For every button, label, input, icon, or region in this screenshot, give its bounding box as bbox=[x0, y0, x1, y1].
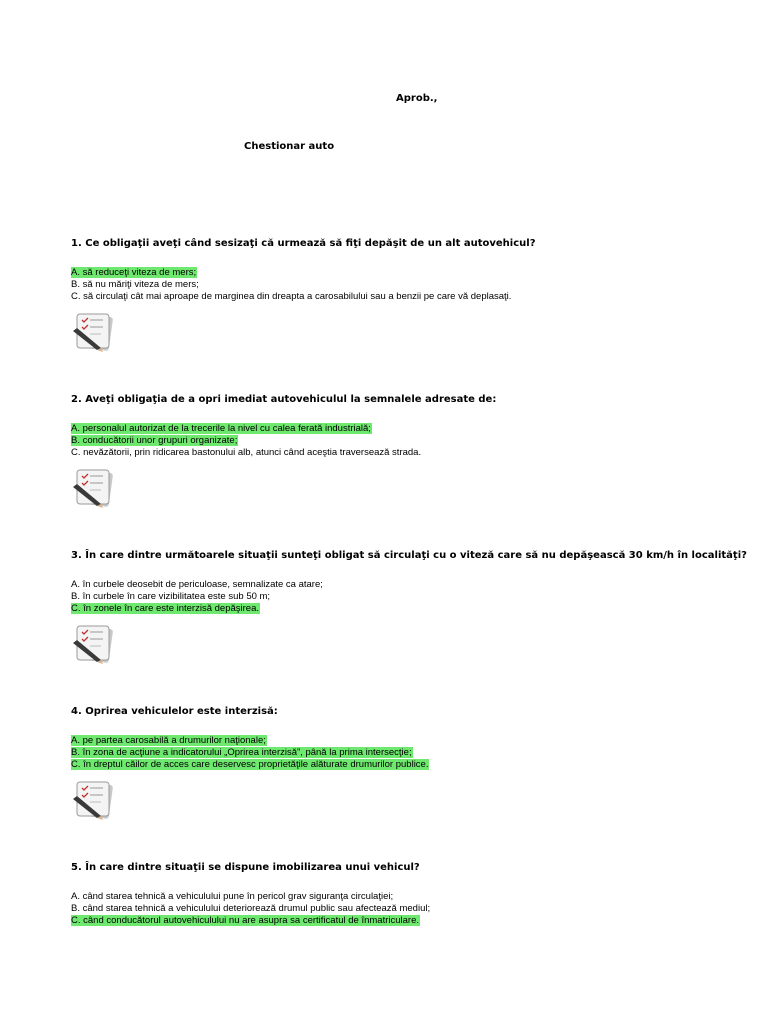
checklist-pencil-icon[interactable] bbox=[71, 312, 119, 354]
answer-c[interactable]: C. să circulaţi cât mai aproape de marginea din dreapta a carosabilului sau a benzii pe care vă deplasaţi. bbox=[71, 291, 512, 302]
document-title: Chestionar auto bbox=[244, 141, 335, 152]
approval-label: Aprob., bbox=[396, 93, 438, 104]
answer-a[interactable]: A. pe partea carosabilă a drumurilor naţionale; bbox=[71, 735, 266, 746]
question-4 bbox=[71, 705, 731, 822]
answer-c[interactable]: C. în dreptul căilor de acces care deservesc proprietăţile alăturate drumurilor publice. bbox=[71, 759, 429, 770]
answer-a[interactable]: A. să reduceţi viteza de mers; bbox=[71, 267, 197, 278]
checklist-pencil-icon[interactable] bbox=[71, 624, 119, 666]
checklist-pencil-icon[interactable] bbox=[71, 780, 119, 822]
answer-b[interactable]: B. în curbele în care vizibilitatea este sub 50 m; bbox=[71, 591, 271, 602]
checklist-pencil-icon[interactable] bbox=[71, 468, 119, 510]
question-1 bbox=[71, 237, 731, 354]
answer-b[interactable]: B. când starea tehnică a vehiculului deteriorează drumul public sau afectează mediul; bbox=[71, 903, 431, 914]
question-text: 2. Aveţi obligaţia de a opri imediat autovehiculul la semnalele adresate de: bbox=[71, 394, 497, 405]
answer-a[interactable]: A. în curbele deosebit de periculoase, semnalizate ca atare; bbox=[71, 579, 323, 590]
question-text: 3. În care dintre următoarele situaţii sunteţi obligat să circulaţi cu o viteză care să nu depăşească 30 km/h în localităţi? bbox=[71, 550, 747, 561]
answer-a[interactable]: A. când starea tehnică a vehiculului pune în pericol grav siguranţa circulaţiei; bbox=[71, 891, 394, 902]
answer-c[interactable]: C. nevăzătorii, prin ridicarea bastonului alb, atunci când aceştia traversează strada. bbox=[71, 447, 422, 458]
answer-c[interactable]: C. în zonele în care este interzisă depăşirea. bbox=[71, 603, 259, 614]
answer-c[interactable]: C. când conducătorul autovehiculului nu are asupra sa certificatul de înmatriculare. bbox=[71, 915, 419, 926]
answer-b[interactable]: B. în zona de acţiune a indicatorului „Oprirea interzisă”, până la prima intersecţie; bbox=[71, 747, 412, 758]
question-3 bbox=[71, 549, 747, 666]
answer-b[interactable]: B. să nu măriţi viteza de mers; bbox=[71, 279, 199, 290]
question-text: 5. În care dintre situaţii se dispune imobilizarea unui vehicul? bbox=[71, 862, 420, 873]
question-2 bbox=[71, 393, 731, 510]
answer-a[interactable]: A. personalul autorizat de la trecerile la nivel cu calea ferată industrială; bbox=[71, 423, 371, 434]
answer-b[interactable]: B. conducătorii unor grupuri organizate; bbox=[71, 435, 238, 446]
question-text: 4. Oprirea vehiculelor este interzisă: bbox=[71, 706, 278, 717]
question-text: 1. Ce obligaţii aveţi când sesizaţi că urmează să fiţi depăşit de un alt autovehicul? bbox=[71, 238, 536, 249]
question-5 bbox=[71, 861, 731, 927]
